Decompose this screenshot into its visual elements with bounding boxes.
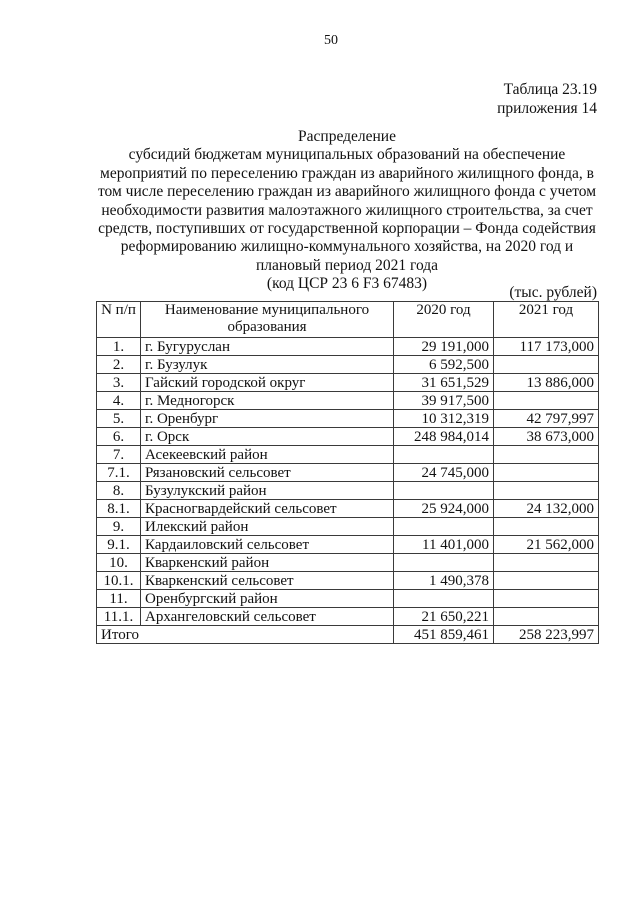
row-name: г. Бугуруслан xyxy=(141,338,394,356)
row-2020: 6 592,500 xyxy=(394,356,494,374)
row-2020: 21 650,221 xyxy=(394,608,494,626)
document-title xyxy=(96,128,598,294)
title-line: необходимости развития малоэтажного жилищного строительства, за счет xyxy=(101,201,593,219)
row-name: Илекский район xyxy=(141,518,394,536)
subsidy-table xyxy=(96,301,599,644)
row-num: 2. xyxy=(97,356,141,374)
row-2021 xyxy=(494,572,599,590)
table-row xyxy=(97,446,599,464)
total-2020: 451 859,461 xyxy=(394,626,494,644)
table-row xyxy=(97,374,599,392)
row-2021: 38 673,000 xyxy=(494,428,599,446)
title-line: (код ЦСР 23 6 F3 67483) xyxy=(266,275,428,293)
row-name: Красногвардейский сельсовет xyxy=(141,500,394,518)
row-2020: 1 490,378 xyxy=(394,572,494,590)
table-row xyxy=(97,590,599,608)
row-name: Кваркенский сельсовет xyxy=(141,572,394,590)
row-name: Гайский городской округ xyxy=(141,374,394,392)
row-name: г. Бузулук xyxy=(141,356,394,374)
row-name: г. Орск xyxy=(141,428,394,446)
row-2020: 29 191,000 xyxy=(394,338,494,356)
title-line: средств, поступивших от государственной корпорации – Фонда содействия xyxy=(98,220,596,238)
row-name: Кваркенский район xyxy=(141,554,394,572)
table-number: Таблица 23.19 xyxy=(503,81,597,98)
table-row xyxy=(97,428,599,446)
row-2021: 13 886,000 xyxy=(494,374,599,392)
table-reference xyxy=(497,80,597,118)
row-num: 3. xyxy=(97,374,141,392)
row-name: Оренбургский район xyxy=(141,590,394,608)
row-name: г. Оренбург xyxy=(141,410,394,428)
row-2020: 31 651,529 xyxy=(394,374,494,392)
row-2021: 42 797,997 xyxy=(494,410,599,428)
row-name: Архангеловский сельсовет xyxy=(141,608,394,626)
total-row xyxy=(97,626,599,644)
row-2021 xyxy=(494,518,599,536)
row-num: 11.1. xyxy=(97,608,141,626)
row-name: Кардаиловский сельсовет xyxy=(141,536,394,554)
title-line: плановый период 2021 года xyxy=(255,256,439,274)
row-2020: 25 924,000 xyxy=(394,500,494,518)
row-num: 11. xyxy=(97,590,141,608)
table-row xyxy=(97,410,599,428)
row-2020 xyxy=(394,554,494,572)
row-2020 xyxy=(394,518,494,536)
header-2020: 2020 год xyxy=(394,302,494,338)
table-row xyxy=(97,518,599,536)
row-num: 9.1. xyxy=(97,536,141,554)
row-2021 xyxy=(494,464,599,482)
title-heading: Распределение xyxy=(298,128,396,145)
row-2021 xyxy=(494,608,599,626)
header-2021: 2021 год xyxy=(494,302,599,338)
title-line: том числе переселению граждан из аварийного жилищного фонда с учетом xyxy=(97,183,597,201)
row-2020 xyxy=(394,590,494,608)
row-name: Бузулукский район xyxy=(141,482,394,500)
header-num: N п/п xyxy=(97,302,141,338)
title-line: субсидий бюджетам муниципальных образований на обеспечение xyxy=(128,146,566,164)
row-2020 xyxy=(394,446,494,464)
row-num: 6. xyxy=(97,428,141,446)
appendix-number: приложения 14 xyxy=(497,100,597,117)
title-line: мероприятий по переселению граждан из аварийного жилищного фонда, в xyxy=(100,164,594,182)
page-number: 50 xyxy=(324,33,338,48)
units-label: (тыс. рублей) xyxy=(509,284,597,301)
row-name: г. Медногорск xyxy=(141,392,394,410)
row-2021 xyxy=(494,554,599,572)
table-row xyxy=(97,338,599,356)
table-row xyxy=(97,356,599,374)
row-num: 7. xyxy=(97,446,141,464)
table-row xyxy=(97,482,599,500)
row-num: 8. xyxy=(97,482,141,500)
row-num: 10.1. xyxy=(97,572,141,590)
row-2021: 117 173,000 xyxy=(494,338,599,356)
row-2021 xyxy=(494,482,599,500)
row-2021: 24 132,000 xyxy=(494,500,599,518)
row-num: 4. xyxy=(97,392,141,410)
row-num: 5. xyxy=(97,410,141,428)
table-row xyxy=(97,464,599,482)
row-2020: 39 917,500 xyxy=(394,392,494,410)
table-row xyxy=(97,392,599,410)
row-2020 xyxy=(394,482,494,500)
title-line: реформированию жилищно-коммунального хозяйства, на 2020 год и xyxy=(120,238,574,256)
table-row xyxy=(97,554,599,572)
row-num: 1. xyxy=(97,338,141,356)
row-2020: 10 312,319 xyxy=(394,410,494,428)
table-row xyxy=(97,536,599,554)
row-2021 xyxy=(494,392,599,410)
row-num: 9. xyxy=(97,518,141,536)
row-name: Асекеевский район xyxy=(141,446,394,464)
table-row xyxy=(97,500,599,518)
table-row xyxy=(97,572,599,590)
row-2021: 21 562,000 xyxy=(494,536,599,554)
row-2020: 248 984,014 xyxy=(394,428,494,446)
row-2021 xyxy=(494,356,599,374)
header-name: Наименование муниципального образования xyxy=(141,302,394,338)
row-2021 xyxy=(494,446,599,464)
row-num: 8.1. xyxy=(97,500,141,518)
total-label: Итого xyxy=(97,626,394,644)
row-num: 7.1. xyxy=(97,464,141,482)
table-header-row xyxy=(97,302,599,338)
row-num: 10. xyxy=(97,554,141,572)
table-row xyxy=(97,608,599,626)
row-2021 xyxy=(494,590,599,608)
row-name: Рязановский сельсовет xyxy=(141,464,394,482)
total-2021: 258 223,997 xyxy=(494,626,599,644)
row-2020: 11 401,000 xyxy=(394,536,494,554)
row-2020: 24 745,000 xyxy=(394,464,494,482)
